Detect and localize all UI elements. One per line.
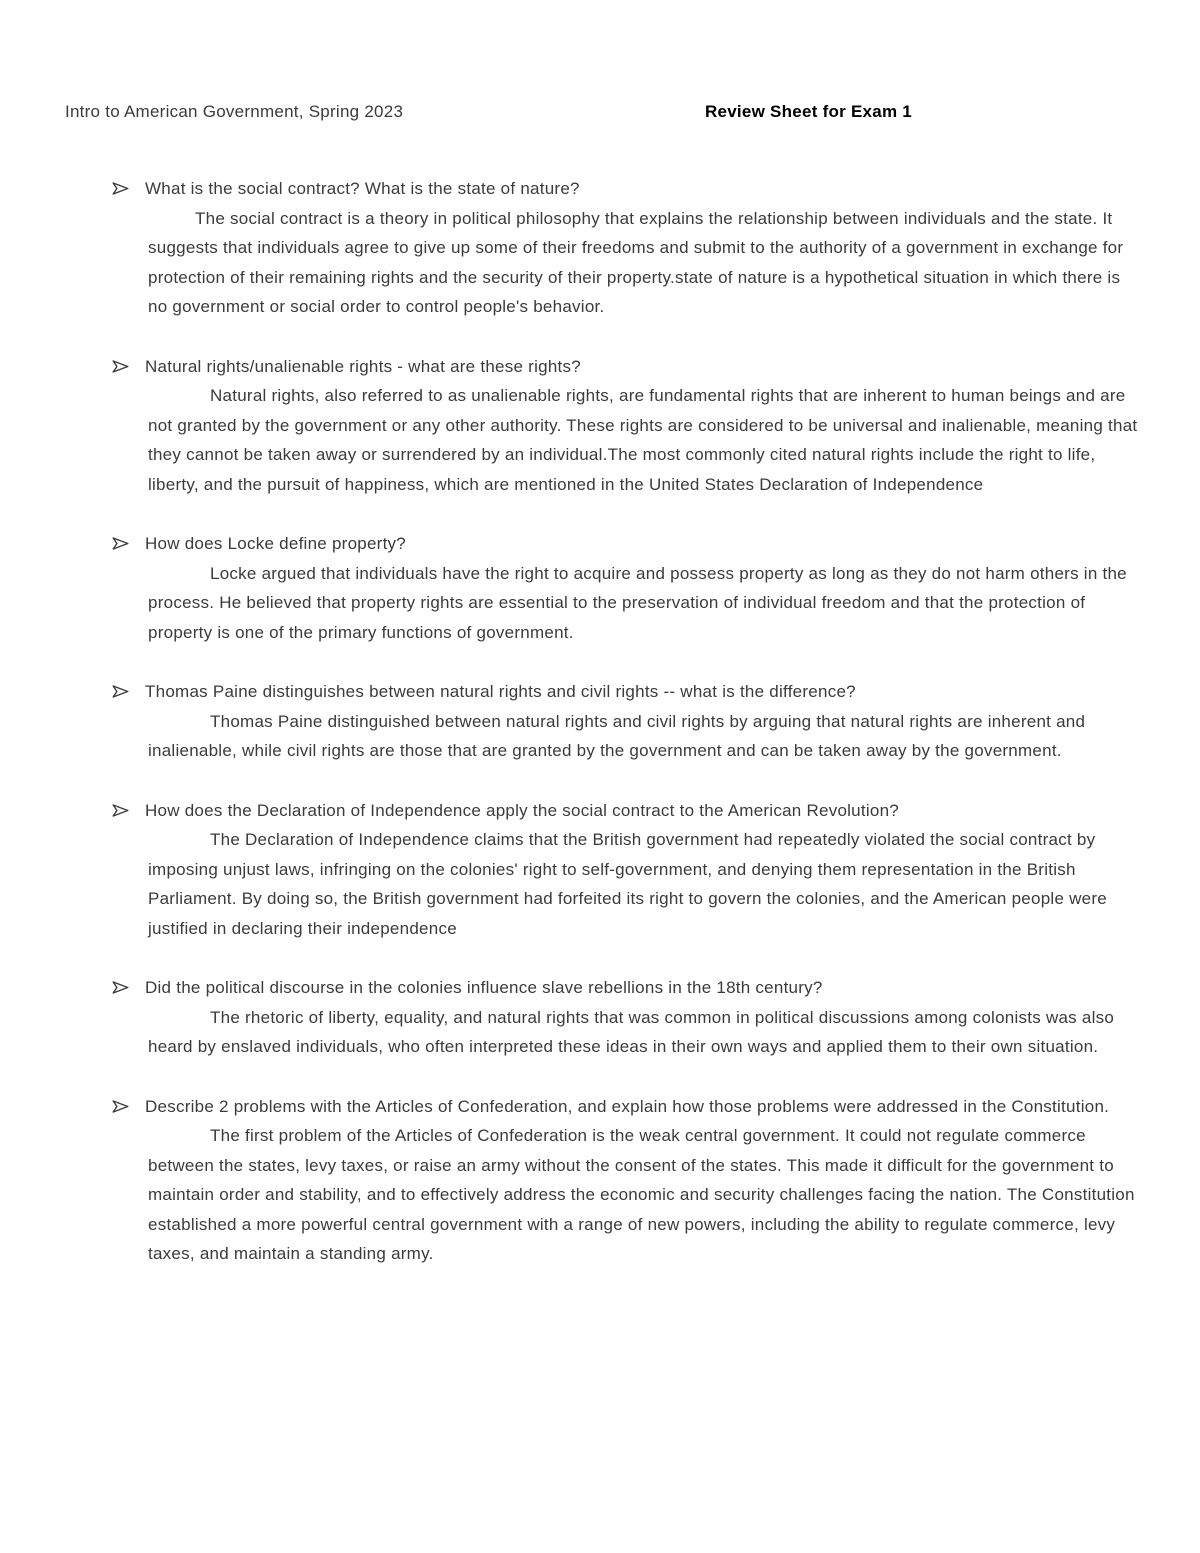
question-text: What is the social contract? What is the state of nature? [145,179,580,198]
question-line [112,174,1138,204]
answer-text: Thomas Paine distinguished between natural rights and civil rights by arguing that natural rights are inherent and inalienable, while civil rights are those that are granted by the government and can be taken away by the government. [148,711,1086,760]
qa-item [112,174,1138,322]
arrow-bullet-icon [112,796,145,817]
qa-item [112,973,1138,1062]
question-line [112,973,1138,1003]
arrow-bullet-icon [112,529,145,550]
arrow-bullet-icon [112,174,145,195]
question-text: How does the Declaration of Independence apply the social contract to the American Revolution? [145,800,900,820]
answer-text: The social contract is a theory in political philosophy that explains the relationship between individuals and the state. It suggests that individuals agree to give up some of their freedoms and submit to the authority of a government in exchange for protection of their remaining rights and the security of their property.state of nature is a hypothetical situation in which there is no government or social order to control people's behavior. [148,208,1124,316]
answer-text: Natural rights, also referred to as unalienable rights, are fundamental rights that are inherent to human beings and are not granted by the government or any other authority. These rights are considered to be universal and inalienable, meaning that they cannot be taken away or surrendered by an individual.The most commonly cited natural rights include the right to life, liberty, and the pursuit of happiness, which are mentioned in the United States Declaration of Independence [148,386,1138,494]
qa-item [112,352,1138,500]
arrow-bullet-icon [112,973,145,994]
arrow-bullet-icon [112,1092,145,1113]
qa-item [112,677,1138,766]
question-line [112,352,1138,382]
arrow-bullet-icon [112,352,145,373]
answer-text: The Declaration of Independence claims that the British government had repeatedly violated the social contract by imposing unjust laws, infringing on the colonies' right to self-government, and denying them representation in the British Parliament. By doing so, the British government had forfeited its right to govern the colonies, and the American people were justified in declaring their independence [148,830,1107,938]
answer-text: The first problem of the Articles of Confederation is the weak central government. It could not regulate commerce between the states, levy taxes, or raise an army without the consent of the states. This made it difficult for the government to maintain order and stability, and to effectively address the economic and security challenges facing the nation. The Constitution established a more powerful central government with a range of new powers, including the ability to regulate commerce, levy taxes, and maintain a standing army. [148,1126,1135,1263]
question-line [112,796,1138,826]
qa-item [112,529,1138,647]
page-title: Review Sheet for Exam 1 [705,102,913,121]
course-label: Intro to American Government, Spring 2023 [65,102,404,121]
question-list [0,174,1200,1269]
question-text: Thomas Paine distinguishes between natural rights and civil rights -- what is the difference? [145,682,856,701]
question-line [112,677,1138,707]
arrow-bullet-icon [112,677,145,698]
question-line [112,529,1138,559]
qa-item [112,796,1138,944]
answer-text: Locke argued that individuals have the right to acquire and possess property as long as they do not harm others in the process. He believed that property rights are essential to the preservation of individual freedom and that the protection of property is one of the primary functions of government. [148,563,1127,642]
answer-text: The rhetoric of liberty, equality, and natural rights that was common in political discussions among colonists was also heard by enslaved individuals, who often interpreted these ideas in their own ways and applied them to their own situation. [148,1007,1115,1056]
question-text: Natural rights/unalienable rights - what are these rights? [145,356,581,376]
qa-item [112,1092,1138,1269]
question-text: Did the political discourse in the colonies influence slave rebellions in the 18th century? [145,978,823,997]
document-header [65,97,1138,127]
question-line [112,1092,1138,1122]
question-text: How does Locke define property? [145,534,407,553]
question-text: Describe 2 problems with the Articles of Confederation, and explain how those problems were addressed in the Constitution. [145,1096,1110,1116]
